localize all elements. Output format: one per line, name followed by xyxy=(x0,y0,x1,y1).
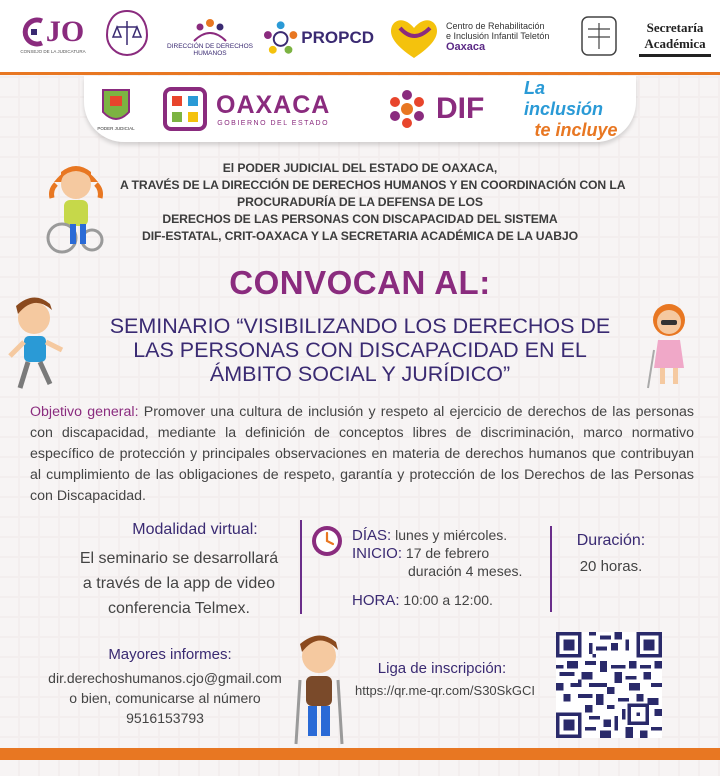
inicio-row xyxy=(352,545,489,562)
cjo-logo xyxy=(12,6,94,62)
liga-title: Liga de inscripción: xyxy=(377,660,507,677)
intro-line-4: DERECHOS DE LAS PERSONAS CON DISCAPACIDAD DEL SISTEMA xyxy=(162,212,558,226)
objetivo-general-paragraph xyxy=(30,402,694,507)
teleton-city: Oaxaca xyxy=(446,41,486,53)
running-child-illustration xyxy=(6,296,72,396)
informes-text xyxy=(30,668,300,728)
oaxaca-subtitle: GOBIERNO DEL ESTADO xyxy=(217,120,330,127)
oaxaca-gobierno-logo xyxy=(162,84,358,134)
informes-email[interactable]: dir.derechoshumanos.cjo@gmail.com xyxy=(48,670,282,686)
divider-right xyxy=(550,526,552,612)
inclusion-line1: La inclusión xyxy=(524,77,604,119)
informes-line-2: o bien, comunicarse al número xyxy=(69,690,261,706)
seminario-title xyxy=(90,314,630,386)
intro-paragraph xyxy=(120,160,626,245)
convocan-heading: CONVOCAN AL: xyxy=(229,264,491,301)
modalidad-text xyxy=(56,546,302,621)
cjo-caption: CONSEJO DE LA JUDICATURA xyxy=(20,48,86,54)
intro-line-5: DIF-ESTATAL, CRIT-OAXACA Y LA SECRETARIA ACADÉMICA DE LA UABJO xyxy=(142,229,578,243)
modalidad-line-2: a través de la app de video xyxy=(82,575,276,592)
seminario-line-2: LAS PERSONAS CON DISCAPACIDAD EN EL xyxy=(133,338,587,362)
poder-judicial-caption: PODER JUDICIAL xyxy=(97,125,135,131)
blind-girl-illustration xyxy=(646,300,692,390)
seminario-line-3: ÁMBITO SOCIAL Y JURÍDICO” xyxy=(209,362,511,386)
dias-row xyxy=(352,527,507,544)
intro-line-1: El PODER JUDICIAL DEL ESTADO DE OAXACA, xyxy=(222,161,498,175)
hora-label: HORA: xyxy=(352,592,400,609)
modalidad-line-1: El seminario se desarrollará xyxy=(79,550,279,567)
bottom-orange-band xyxy=(0,748,720,760)
teleton-line1: Centro de Rehabilitación xyxy=(446,21,545,31)
seminario-line-1: SEMINARIO “VISIBILIZANDO LOS DERECHOS DE xyxy=(109,314,611,338)
dias-value: lunes y miércoles. xyxy=(395,527,508,543)
wheelchair-child-illustration xyxy=(40,160,112,256)
intro-line-2: A TRAVÉS DE LA DIRECCIÓN DE DERECHOS HUMANOS Y EN COORDINACIÓN CON LA xyxy=(120,178,626,192)
dif-logo xyxy=(384,86,504,132)
intro-line-3: PROCURADURÍA DE LA DEFENSA DE LOS xyxy=(237,195,483,209)
cjo-c-emblem xyxy=(22,17,46,47)
cjo-letters: JO xyxy=(45,14,85,48)
header-logo-bar xyxy=(0,0,720,72)
dif-text: DIF xyxy=(436,92,485,125)
direccion-derechos-humanos-logo xyxy=(160,10,260,64)
poder-judicial-logo xyxy=(94,82,138,136)
inicio-label: INICIO: xyxy=(352,545,403,562)
uabjo-seal-logo xyxy=(576,8,622,64)
oaxaca-text: OAXACA xyxy=(216,91,331,119)
propcd-text: PROPCD xyxy=(301,28,374,47)
inclusion-line2: te incluye xyxy=(534,119,618,140)
teleton-logo xyxy=(386,12,564,62)
modalidad-title: Modalidad virtual: xyxy=(132,521,258,538)
duracion-meses: duración 4 meses. xyxy=(408,563,523,579)
informes-title: Mayores informes: xyxy=(108,646,232,663)
secretaria-line1: Secretaría xyxy=(646,19,704,35)
top-orange-rule xyxy=(0,72,720,75)
direccion-caption: DIRECCIÓN DE DERECHOS HUMANOS xyxy=(167,43,253,57)
informes-phone[interactable]: 9516153793 xyxy=(126,710,204,726)
inicio-value: 17 de febrero xyxy=(405,545,490,561)
modalidad-line-3: conferencia Telmex. xyxy=(108,600,250,617)
liga-url[interactable]: https://qr.me-qr.com/S30SkGCI xyxy=(355,683,535,698)
justice-seal-logo xyxy=(104,8,150,58)
duracion-title: Duración: xyxy=(576,532,646,549)
la-inclusion-te-incluye-logo xyxy=(524,77,628,140)
hora-value: 10:00 a 12:00. xyxy=(403,592,493,608)
secretaria-academica-logo xyxy=(634,18,716,58)
hora-row xyxy=(352,592,493,609)
divider-left xyxy=(300,520,302,614)
secretaria-line2: Académica xyxy=(644,35,706,51)
qr-code[interactable] xyxy=(556,632,662,738)
teleton-line2: e Inclusión Infantil Teletón xyxy=(446,31,550,41)
propcd-logo xyxy=(262,16,374,60)
objetivo-label: Objetivo general: xyxy=(30,404,139,420)
partners-banner xyxy=(84,76,636,142)
dias-label: DÍAS: xyxy=(352,527,392,544)
clock-icon xyxy=(310,524,344,558)
duracion-value: 20 horas. xyxy=(579,558,643,575)
objetivo-text: Promover una cultura de inclusión y respeto al ejercicio de derechos de las personas con discapacidad, mediante la definición de conceptos libres de discriminación, marco normativo específico de protección y principales observaciones en materia de derechos humanos que contribuyan al cumplimiento de las obligaciones de respeto, garantía y protección de los Derechos de las Personas con Discapacidad. xyxy=(30,404,695,504)
